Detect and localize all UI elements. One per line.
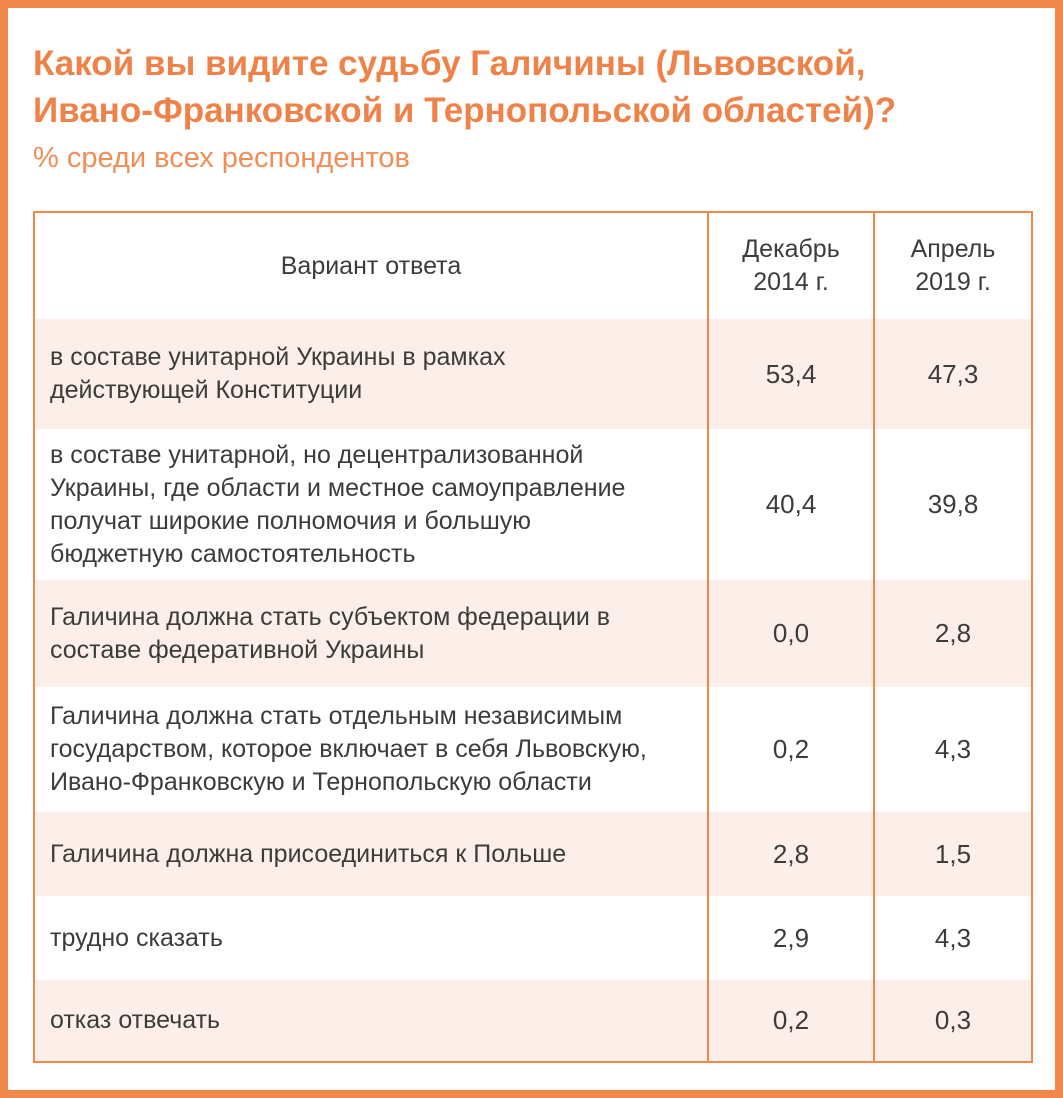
page-title: Какой вы видите судьбу Галичины (Львовской, Ивано-Франковской и Тернопольской областей)? (33, 44, 897, 130)
value-apr2019-cell: 4,3 (874, 896, 1032, 980)
value-dec2014-cell: 40,4 (708, 429, 874, 580)
value-apr2019-cell: 47,3 (874, 319, 1032, 429)
value-dec2014-cell: 0,2 (708, 980, 874, 1062)
table-row (34, 896, 1032, 980)
table-row (34, 319, 1032, 429)
answer-cell: отказ отвечать (50, 1006, 221, 1034)
value-apr2019-cell: 4,3 (874, 687, 1032, 812)
table-body (34, 319, 1032, 1062)
value-dec2014-cell: 2,9 (708, 896, 874, 980)
table-row (34, 980, 1032, 1062)
value-dec2014-cell: 0,2 (708, 687, 874, 812)
answer-cell: в составе унитарной Украины в рамках действующей Конституции (50, 343, 506, 404)
value-dec2014-cell: 0,0 (708, 580, 874, 687)
table-row (34, 580, 1032, 687)
column-header-apr2019: Апрель 2019 г. (874, 212, 1032, 319)
answer-cell: Галичина должна стать субъектом федерации в составе федеративной Украины (50, 602, 611, 664)
answer-cell: в составе унитарной, но децентрализованной Украины, где области и местное самоуправление получат широкие полномочия и большую бюджетную самостоятельность (50, 440, 626, 568)
page-subtitle: % среди всех респондентов (33, 142, 410, 174)
column-header-answer: Вариант ответа (280, 251, 462, 280)
column-header-dec2014: Декабрь 2014 г. (708, 212, 874, 319)
table-row (34, 429, 1032, 580)
answer-cell: трудно сказать (50, 923, 223, 952)
table-row (34, 687, 1032, 812)
answer-cell: Галичина должна присоединиться к Польше (50, 839, 567, 868)
page-content (8, 8, 1055, 1063)
results-table (33, 211, 1033, 1063)
header-row (34, 212, 1032, 319)
answer-cell: Галичина должна стать отдельным независимым государством, которое включает в себя Львовскую, Ивано-Франковскую и Тернопольскую области (50, 702, 647, 796)
value-dec2014-cell: 2,8 (708, 812, 874, 896)
value-apr2019-cell: 2,8 (874, 580, 1032, 687)
table-row (34, 812, 1032, 896)
table-header (34, 212, 1032, 319)
value-apr2019-cell: 1,5 (874, 812, 1032, 896)
value-dec2014-cell: 53,4 (708, 319, 874, 429)
value-apr2019-cell: 39,8 (874, 429, 1032, 580)
value-apr2019-cell: 0,3 (874, 980, 1032, 1062)
